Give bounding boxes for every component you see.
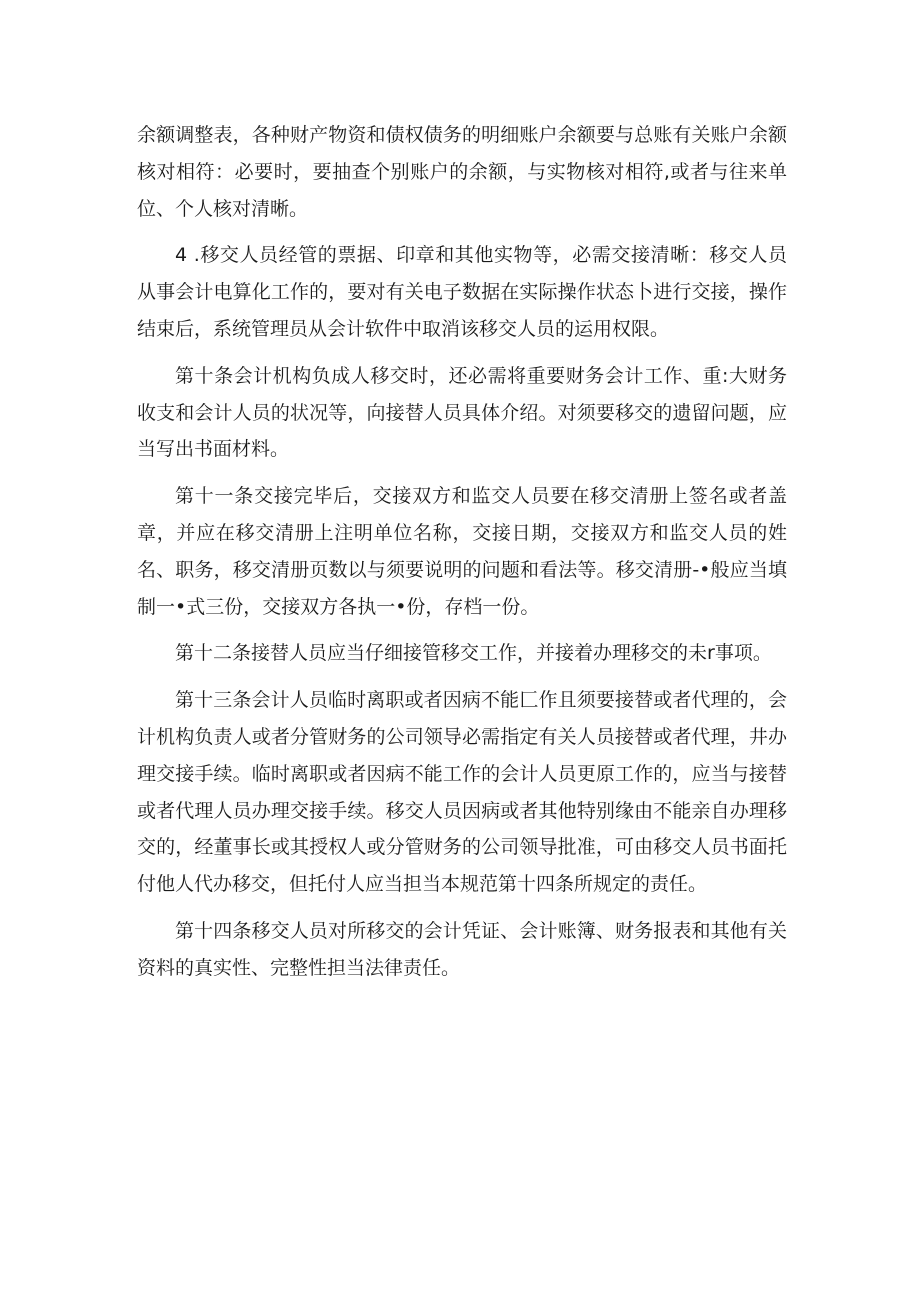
paragraph-article-10: 第十条会计机构负成人移交时，还必需将重要财务会计工作、重:大财务收支和会计人员的状况等，向接替人员具体介绍。对须要移交的遗留问题，应当写出书面材料。: [137, 364, 787, 461]
paragraph-balance-reconciliation: 余额调整表，各种财产物资和债权债务的明细账户余额要与总账有关账户余额核对相符：必要时，要抽查个别账户的余额，与实物核对相符,或者与往来单位、个人核对清晰。: [137, 124, 787, 220]
paragraph-article-14: 第十四条移交人员对所移交的会计凭证、会计账簿、财务报表和其他有关资料的真实性、完整性担当法律责任。: [137, 919, 787, 979]
paragraph-article-13: 第十三条会计人员临时离职或者因病不能匚作且须要接替或者代理的，会计机构负责人或者分管财务的公司领导必需指定有关人员接替或者代理，井办理交接手续。临时离职或者因病不能工作的会计人员更原工作的，应当与接替或者代理人员办理交接手续。移交人员因病或者其他特别缘由不能亲自办理移交的，经董事长或其授权人或分管财务的公司领导批准，可由移交人员书面托付他人代办移交，但托付人应当担当本规范第十四条所规定的责任。: [137, 689, 787, 896]
paragraph-item-4-handover: 4 .移交人员经管的票据、印章和其他实物等，必需交接清晰：移交人员从事会计电算化工作的，要对有关电子数据在实际操作状态卜进行交接，操作结束后，系统管理员从会计软件中取消该移交人员的运用权限。: [137, 244, 787, 340]
paragraph-article-11: 第十一条交接完毕后，交接双方和监交人员要在移交清册上签名或者盖章，并应在移交清册上注明单位名称，交接日期，交接双方和监交人员的姓名、职务，移交清册页数以与须要说明的问题和看法等。移交清册-•般应当填制一•式三份，交接双方各执一•份，存档一份。: [137, 485, 787, 618]
document-body: [137, 117, 787, 997]
paragraph-article-12: 第十二条接替人员应当仔细接管移交工作，并接着办理移交的未r事项。: [175, 642, 772, 665]
